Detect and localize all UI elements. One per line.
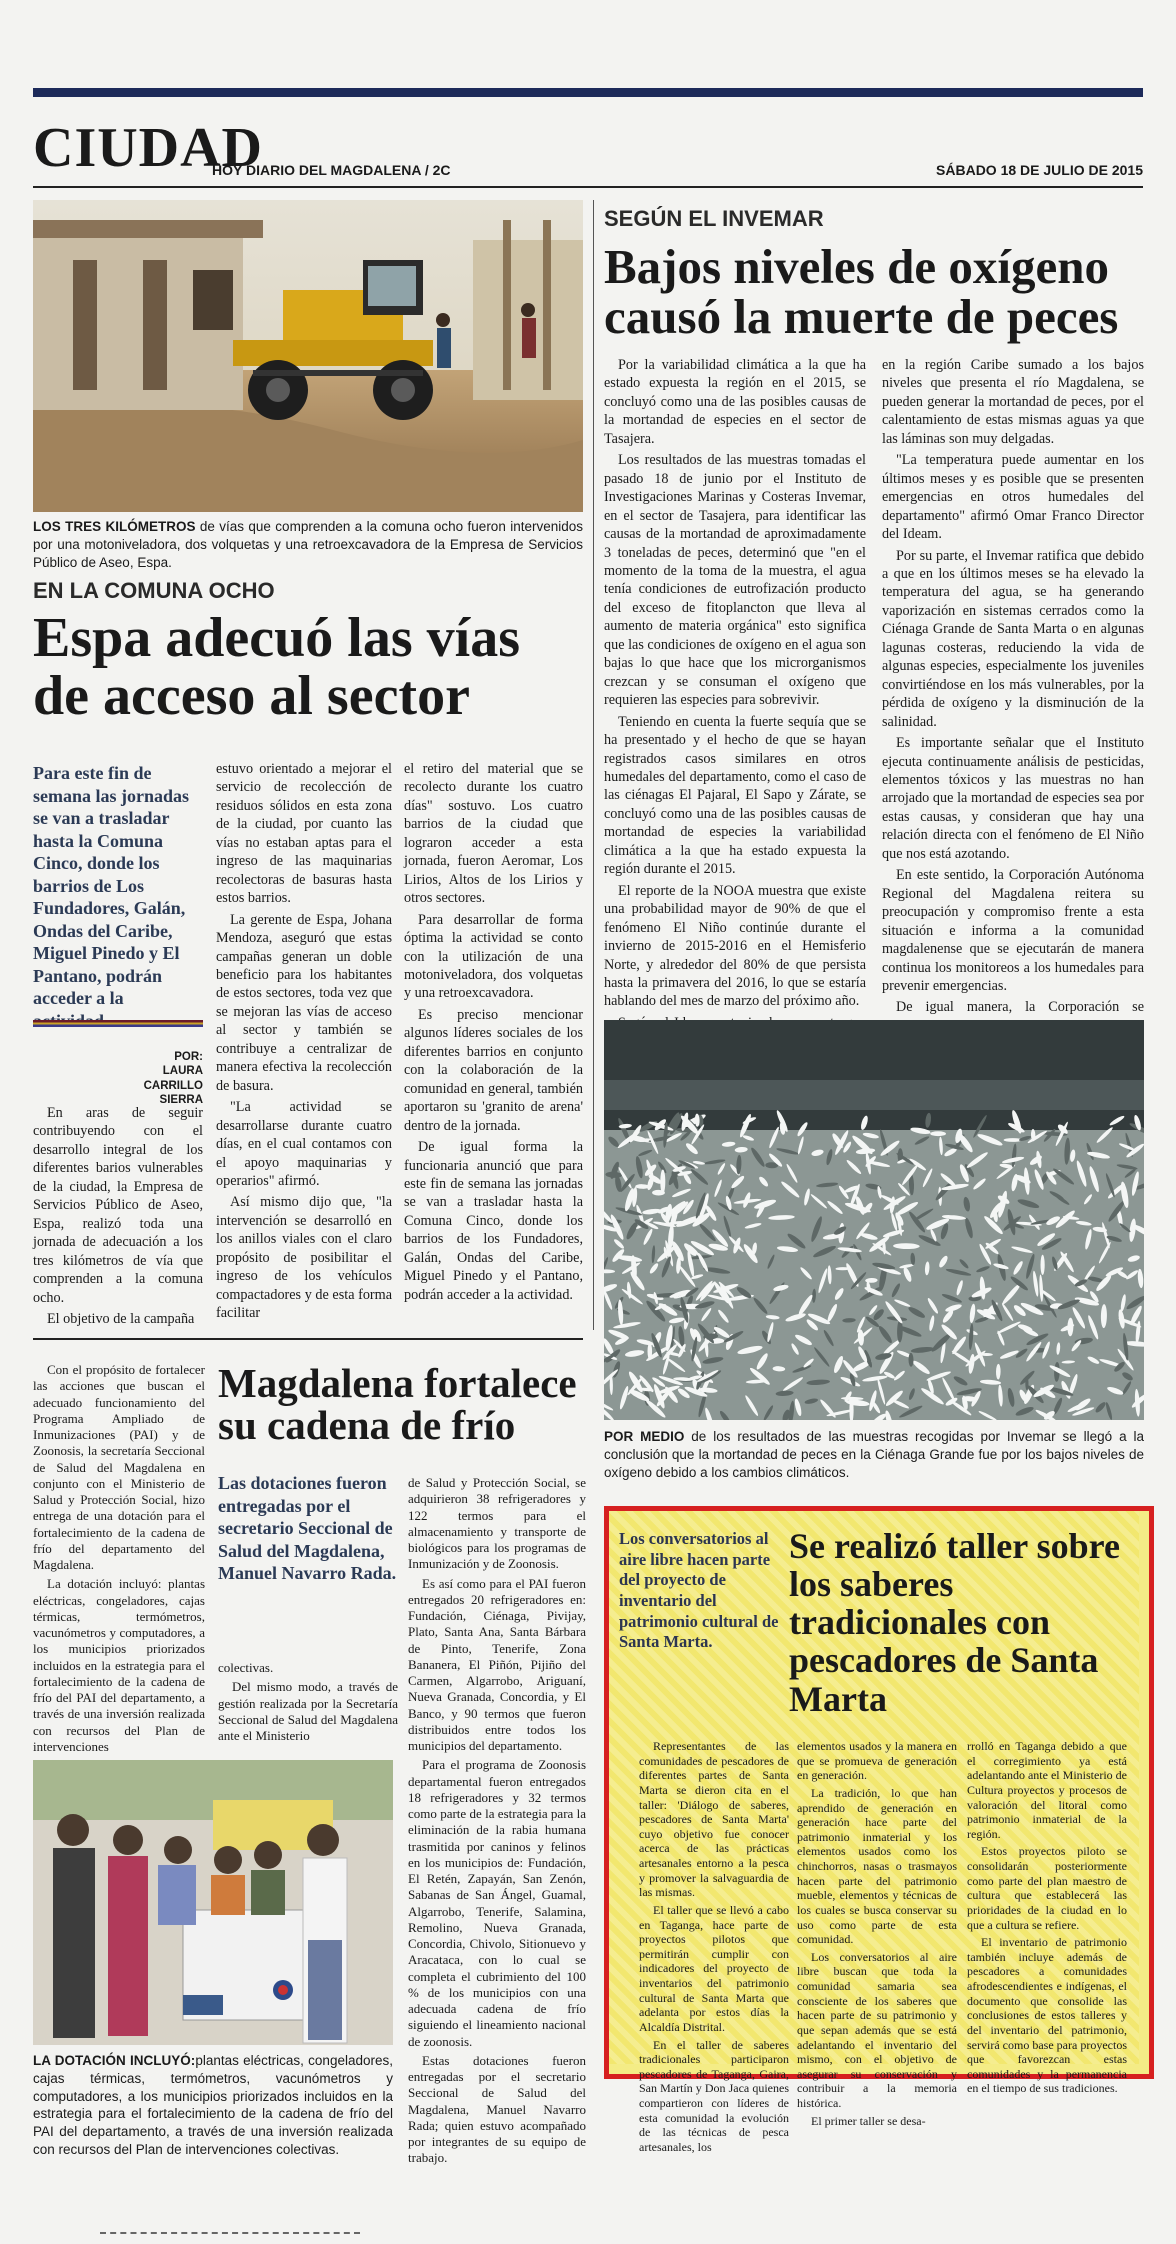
section-title: CIUDAD	[33, 117, 263, 179]
deck-stripe	[33, 1020, 203, 1027]
publication-line: HOY DIARIO DEL MAGDALENA / 2C	[212, 162, 451, 178]
story4-column-3: rrolló en Taganga debido a que el corregimiento ya está adelantando ante el Ministerio de Cultura proyectos y procesos de valoración del litoral como patrimonio inmaterial de la región. Estos proyectos piloto se consolidarán posteriormente como parte del plan maestro de cultura que establecerá las prioridades de la ciudad en lo que a cultura se refiere. El inventario de patrimonio también incluye además de pescadores a comunidades afrodescendientes e indígenas, el documento que consolide las conclusiones de estos talleres y del inventario del patrimonio, servirá como base para proyectos que favorezcan estas comunidades y la permanencia en el tiempo de sus tradiciones.	[967, 1739, 1127, 2096]
story3-deck: Las dotaciones fueron entregadas por el secretario Seccional de Salud del Magdalena, Manuel Navarro Rada.	[218, 1473, 397, 1583]
story4-column-1: Representantes de las comunidades de pescadores de diferentes partes de Santa Marta se dieron cita en el taller: 'Diálogo de saberes, pescadores de Santa Marta' cuyo objetivo fue conocer acerca de las prácticas artesanales entorno a la pesca y promover la salvaguardia de las mismas. El taller que se llevó a cabo en Taganga, hace parte de proyectos pilotos que permitirán cumplir con indicadores del proyecto de inventarios del patrimonio cultural de Santa Marta que adelanta por estos días la Alcaldía Distrital. En el taller de saberes tradicionales participaron pescadores de Taganga, Gaira, San Martín y Don Jaca quienes compartieron con líderes de esta comunidad la evolución de las técnicas de pesca artesanales, los	[639, 1739, 789, 2154]
story3-column-3: de Salud y Protección Social, se adquirieron 38 refrigeradores y 122 termos para el almacenamiento y transporte de biológicos para los programas de Inmunización y de Zoonosis. Es así como para el PAI fueron entregados 20 refrigeradores en: Fundación, Ciénaga, Pivijay, Plato, Santa Ana, Santa Bárbara de Pinto, Tenerife, Zona Bananera, El Piñón, Pijiño del Carmen, Algarrobo, Ariguaní, Nueva Granada, Concordia, y El Banco, y 90 termos que fueron distribuidos entre todos los municipios del departamento. Para el programa de Zoonosis departamental fueron entregados 18 refrigeradores y 32 termos como parte de la estrategia para la eliminación de la rabia humana trasmitida por caninos y felinos en los municipios de: Fundación, El Retén, Zapayán, San Zenón, Sabanas de San Ángel, Guamal, Algarrobo, Tenerife, Salamina, Remolino, Nueva Granada, Concordia, Chivolo, Sitionuevo y Aracataca, con lo cual se completa el cubrimiento del 100 % de los municipios con una adecuada cadena de frío siguiendo el lineamiento nacional de zoonosis. Estas dotaciones fueron entregadas por el secretario Seccional de Salud del Magdalena, Manuel Navarro Rada; quien estuvo acompañado por integrantes de su equipo de trabajo.	[408, 1475, 586, 2166]
health-officials-photo	[33, 1760, 393, 2045]
bottom-mark	[100, 2232, 360, 2238]
issue-date: SÁBADO 18 DE JULIO DE 2015	[936, 162, 1143, 178]
story2-column-2: en la región Caribe sumado a los bajos niveles que presenta el río Magdalena, se pueden generar la mortandad de peces, por el calentamiento de estas mismas aguas ya que las láminas son muy delgadas. "La temperatura puede aumentar en los últimos meses y es posible que se presenten emergencias en otros humedales del departamento" afirmó Omar Franco Director del Ideam. Por su parte, el Invemar ratifica que debido a que en los últimos meses se ha elevado la temperatura del agua, se ha generando vaporización en sistemas cerrados como la Ciénaga Grande de Santa Marta o en algunas lagunas costeras, reduciendo la vida de algunas especies, especialmente los juveniles convirtiéndose en los más vulnerables, por la pérdida de oxígeno y la disminución de la salinidad. Es importante señalar que el Instituto ejecuta continuamente análisis de pesticidas, elementos tóxicos y las muestras no han arrojado que la mortandad de especies sea por estas causas, y consideran que hay una relación directa con el fenómeno de El Niño que nos está azotando. En este sentido, la Corporación Autónoma Regional del Magdalena reitera su preocupación y compromiso frente a esta situación e informa a la comunidad magdalenense que se ejecutarán de manera continua los monitoreos a los humedales para prevenir emergencias. De igual manera, la Corporación se	[882, 357, 1144, 1016]
boxed-story	[604, 1506, 1154, 2154]
story4-column-2: elementos usados y la manera en que se promueva de generación en generación. La tradición, lo que han aprendido de generación en generación hace parte del patrimonio inmaterial y los elementos usados como los chinchorros, nasas o trasmayos hacen parte del patrimonio mueble, elementos y técnicas de los cuales se busca conservar su uso como parte de esta comunidad. Los conversatorios al aire libre buscan que toda la comunidad samaria sea consciente de los saberes que hacen parte de su patrimonio y que sepan además que se está adelantando el inventario del mismo, con el objetivo de asegurar su conservación y contribuir a la memoria histórica. El primer taller se desa-	[797, 1739, 957, 2128]
story2-column-1: Por la variabilidad climática a la que ha estado expuesta la región en el 2015, se concluyó como una de las posibles causas de la mortandad de especies en el sector de Tasajera. Los resultados de las muestras tomadas el pasado 18 de junio por el Instituto de Investigaciones Marinas y Costeras Invemar, en el sector de Tasajera, para identificar las causas de la mortandad de aproximadamente 3 toneladas de peces, determinó que "en el momento de la toma de la muestra, el agua tenía condiciones de eutrofización producto del exceso de fitoplancton que lleva al aumento de materia orgánica" esto significa que las condiciones de oxígeno en el agua son bajas lo que hace que los microrganismos crezcan y se consuman el oxígeno que requieren las especies para sobrevivir. Teniendo en cuenta la fuerte sequía que se ha presentado y el hecho de que se hayan registrados casos similares en otros humedales del departamento, como el caso de las ciénagas El Pajaral, El Sapo y Zárate, se concluyó como una de las posibles causas de mortandad de especies la variabilidad climática a la que ha estado expuesta la región durante el 2015. El reporte de la NOOA muestra que existe una probabilidad mayor de 90% de que el fenómeno El Niño continúe durante el invierno de 2015-2016 en el Hemisferio Norte, y alrededor del 80% de que persista hasta la primavera del 2016, lo que se estaría hablando del mes de marzo del próximo año.	[604, 357, 866, 1010]
fish-texture	[1041, 1255, 1045, 1275]
byline: POR: LAURA CARRILLO SIERRA	[143, 1051, 203, 1107]
story1-kicker: EN LA COMUNA OCHO	[33, 578, 275, 603]
story1-headline: Espa adecuó las vías de acceso al sector	[33, 607, 520, 727]
story4-headline: Se realizó taller sobre los saberes tradicionales con pescadores de Santa Marta	[789, 1526, 1120, 1719]
dead-fish-photo	[604, 1020, 1144, 1420]
story3-headline: Magdalena fortalece su cadena de frío	[218, 1360, 577, 1449]
story2-kicker: SEGÚN EL INVEMAR	[604, 206, 824, 231]
story3-column-1: Con el propósito de fortalecer las acciones que buscan el adecuado funcionamiento del Programa Ampliado de Inmunizaciones (PAI) y de Zoonosis, la secretaría Seccional de Salud del Magdalena en conjunto con el Ministerio de Salud y Protección Social, hizo entrega de una dotación para el fortalecimiento de la cadena de frío del departamento del Magdalena. La dotación incluyó: plantas eléctricas, congeladores, cajas térmicas, termómetros, vacunómetros y computadores, a los municipios priorizados incluidos en la estrategia para el fortalecimiento de la cadena de frío del PAI del departamento, a través de una inversión realizada con recursos del Plan de intervenciones	[33, 1362, 205, 1754]
road-photo-caption: LOS TRES KILÓMETROS de vías que comprenden a la comuna ocho fueron intervenidos por una motoniveladora, dos volquetas y una retroexcavadora de la Empresa de Servicios Público de Aseo, Espa.	[33, 519, 583, 570]
story1-deck: Para este fin de semana las jornadas se van a trasladar hasta la Comuna Cinco, donde los barrios de Los Fundadores, Galán, Ondas del Caribe, Miguel Pinedo y El Pantano, podrán acceder a la	[33, 763, 190, 1008]
story1-column-2: estuvo orientado a mejorar el servicio de recolección de residuos sólidos en esta zona de la ciudad, por cuanto las vías no estaban aptas para el ingreso de las maquinarias recolectoras de basuras hasta estos barrios. La gerente de Espa, Johana Mendoza, aseguró que estas campañas generan un doble beneficio para los habitantes de estos sectores, toda vez que se mejoran las vías de acceso al sector y también se contribuye a centralizar de manera efectiva la recolección de basura. "La actividad se desarrollarse durante cuatro días, en el cual contamos con el apoyo maquinarias y operarios" afirmó. Así mismo dijo que, "la intervención se desarrolló en los anillos viales con el claro propósito de posibilitar el ingreso de los vehículos compactadores y de esta forma facilitar	[216, 761, 392, 1322]
section-divider	[33, 1338, 583, 1340]
road-work-photo	[33, 200, 583, 512]
health-photo-caption: LA DOTACIÓN INCLUYÓ:plantas eléctricas, congeladores, cajas térmicas, termómetros, vacunómetros y computadores, a los municipios priorizados incluidos en la estrategia para el fortalecimiento de la cadena de frío del PAI del departamento, a través de una inversión realizada con recursos del Plan de intervenciones colectivas.	[33, 2053, 393, 2158]
fish-texture	[648, 1343, 653, 1360]
column-divider	[593, 200, 594, 1330]
fish-photo-caption: POR MEDIO de los resultados de las muestras recogidas por Invemar se llegó a la conclusión que la mortandad de peces en la Ciénaga Grande fue por los bajos niveles de oxígeno debido a los cambios climáticos.	[604, 1429, 1144, 1480]
fish-texture	[930, 1131, 946, 1136]
story3-column-2: colectivas. Del mismo modo, a través de gestión realizada por la Secretaría Seccional de Salud del Magdalena ante el Ministerio	[218, 1660, 398, 1743]
story2-headline: Bajos niveles de oxígeno causó la muerte de peces	[604, 239, 1119, 345]
story1-column-1: En aras de seguir contribuyendo con el desarrollo integral de los diferentes barios vulnerables de la ciudad, la Empresa de Servicios Público de Aseo, Espa, realizó toda una jornada de adecuación a los tres kilómetros de vía que comprenden a la comuna ocho. El objetivo de la campaña	[33, 1105, 203, 1327]
story1-column-3: el retiro del material que se recolecto durante los cuatro días" sostuvo. Los cuatro barrios de la ciudad que lograron acceder a esta jornada, fueron Aeromar, Los Lirios, Altos de los Lirios y otros sectores. Para desarrollar de forma óptima la actividad se conto con la utilización de una motoniveladora, dos volquetas y una retroexcavadora. Es preciso mencionar algunos líderes sociales de los diferentes barrios en conjunto con la colaboración de la comunidad en general, también aportaron su 'granito de arena' dentro de la jornada. De igual forma la funcionaria anunció que para este fin de semana las jornadas se van a trasladar hasta la Comuna Cinco, donde los barrios de los Fundadores, Galán, Ondas del Caribe, Miguel Pinedo y el Pantano, podrán acceder a la actividad.	[404, 761, 583, 1303]
masthead-bar	[33, 88, 1143, 97]
header-rule	[33, 186, 1143, 188]
story4-deck: Los conversatorios al aire libre hacen parte del proyecto de inventario del patrimonio cultural de Santa Marta.	[619, 1529, 779, 1652]
